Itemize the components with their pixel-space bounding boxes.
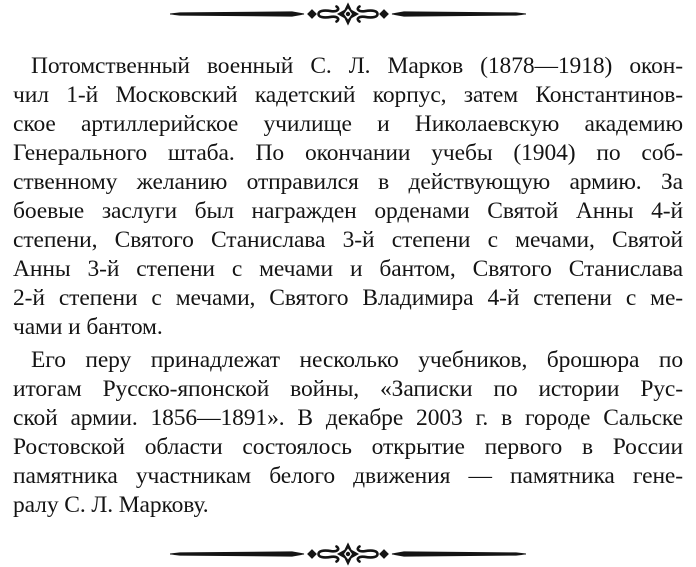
text-line: итогам Русско-японской войны, «Записки по истории Рус- (13, 376, 683, 402)
text-line: ское артиллерийское училище и Николаевскую академию (13, 111, 683, 137)
text-line: ралу С. Л. Маркову. (13, 492, 209, 518)
page-text (13, 52, 683, 520)
divider-rule-right (392, 552, 526, 556)
diamond-icon (380, 10, 388, 18)
ornamental-divider-top (170, 2, 526, 26)
text-line: Его перу принадлежат несколько учебников, брошюра по (31, 347, 683, 373)
text-line: степени, Святого Станислава 3-й степени с мечами, Святой (13, 227, 683, 253)
rosette-dot (346, 12, 349, 15)
text-line: чил 1-й Московский кадетский корпус, затем Константинов- (13, 82, 683, 108)
scroll-icon (319, 547, 339, 562)
text-line: Потомственный военный С. Л. Марков (1878—1918) окон- (31, 53, 683, 79)
text-line: чами и бантом. (13, 314, 163, 340)
scroll-icon (319, 7, 339, 22)
text-line: Генерального штаба. По окончании учебы (1904) по соб- (13, 140, 683, 166)
rosette-dot (346, 552, 349, 555)
paragraph (13, 52, 683, 342)
ornamental-divider-bottom (170, 542, 526, 566)
divider-rule-left (170, 12, 304, 16)
scroll-icon (358, 547, 378, 562)
text-line: ской армии. 1856—1891». В декабре 2003 г. в городе Сальске (13, 405, 683, 431)
text-line: Анны 3-й степени с мечами и бантом, Святого Станислава (13, 256, 683, 282)
text-line: памятника участникам белого движения — памятника гене- (13, 463, 683, 489)
divider-rule-left (170, 552, 304, 556)
text-line: 2-й степени с мечами, Святого Владимира 4-й степени с ме- (13, 285, 683, 311)
divider-rule-right (392, 12, 526, 16)
diamond-icon (308, 550, 316, 558)
text-line: ственному желанию отправился в действующую армию. За (13, 169, 683, 195)
diamond-icon (308, 10, 316, 18)
fleuron-rule-divider-icon (170, 4, 526, 25)
fleuron-rule-divider-icon (170, 544, 526, 565)
text-line: Ростовской области состоялось открытие первого в России (13, 434, 683, 460)
diamond-icon (380, 550, 388, 558)
paragraph (13, 346, 683, 520)
text-line: боевые заслуги был награжден орденами Святой Анны 4-й (13, 198, 683, 224)
scroll-icon (358, 7, 378, 22)
